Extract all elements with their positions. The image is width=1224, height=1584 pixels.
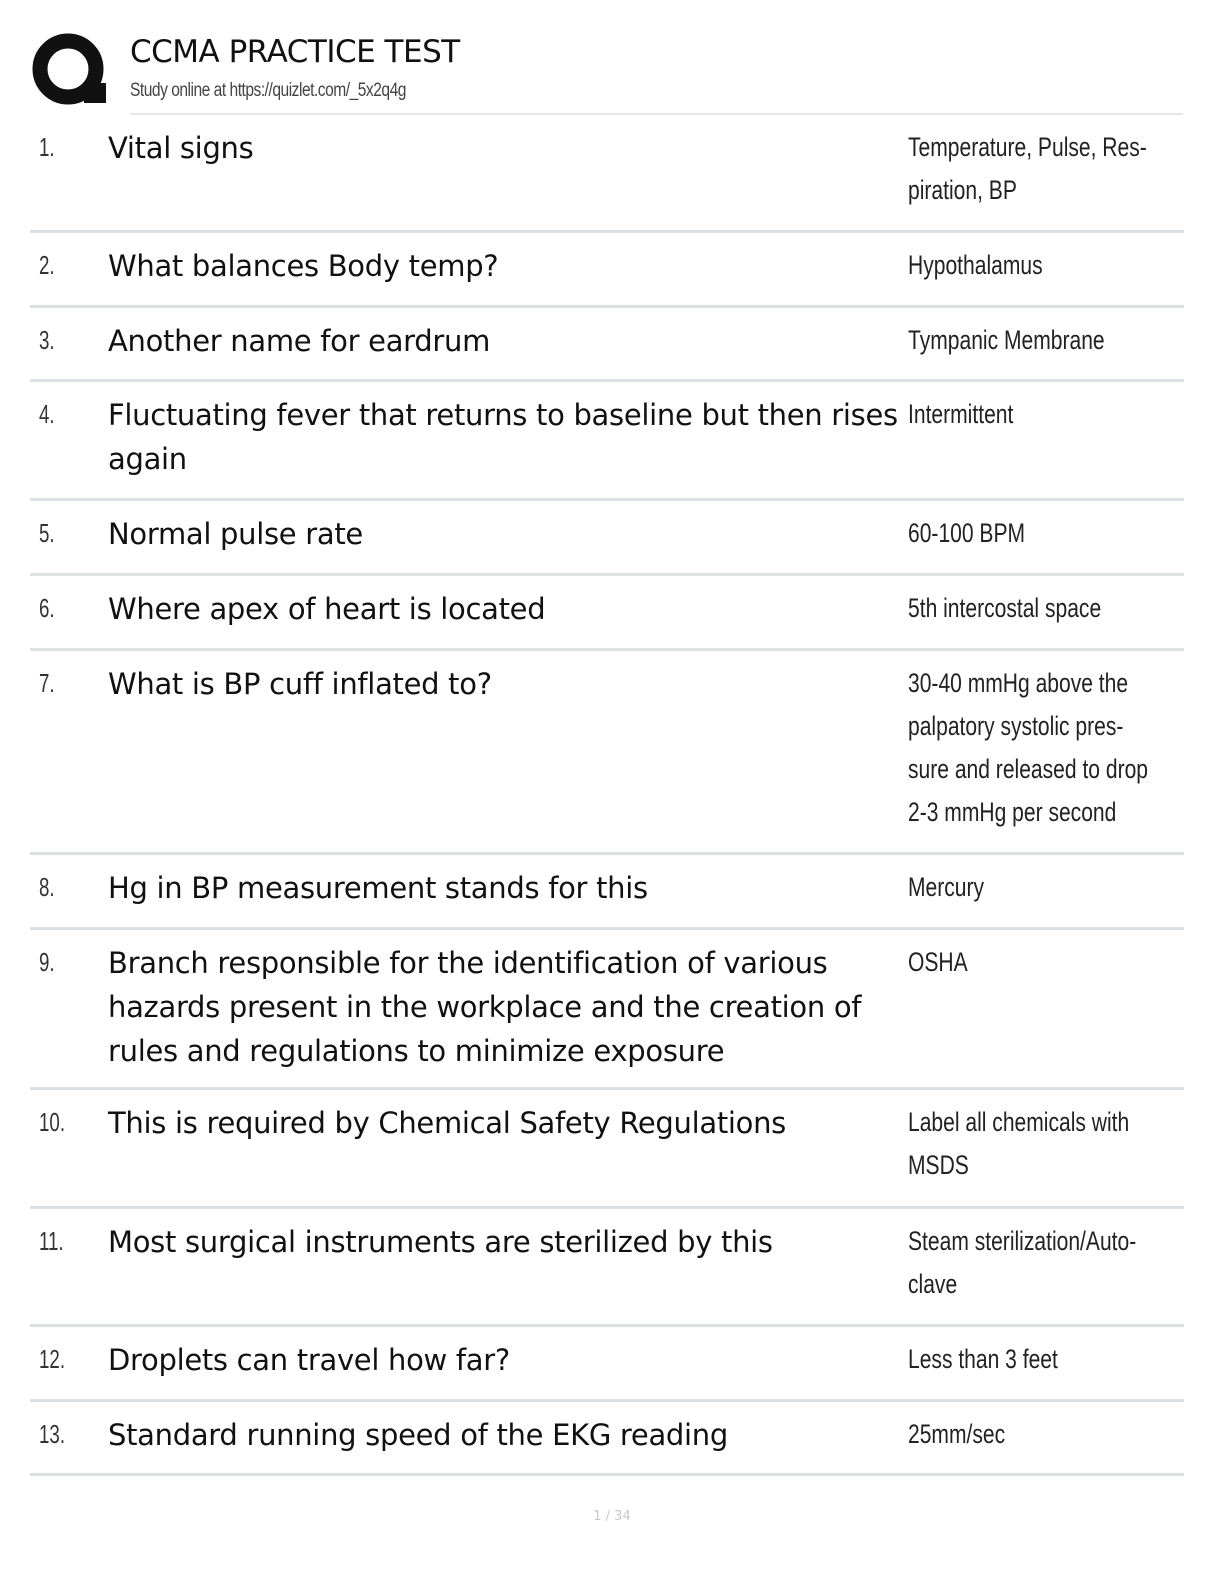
page-number: 1 / 34: [593, 1509, 631, 1524]
item-term: Branch responsible for the identification of various hazards present in the workplace and the creation of rules and regulations to minimize exposure: [108, 946, 862, 1068]
item-term: What balances Body temp?: [108, 249, 499, 283]
item-number: 8.: [39, 872, 55, 902]
item-definition: 5th intercostal space: [908, 593, 1102, 623]
item-term: What is BP cuff inflated to?: [108, 667, 492, 701]
item-definition: Mercury: [908, 872, 985, 902]
item-definition: Steam sterilization/Auto- clave: [908, 1226, 1137, 1299]
item-definition: 25mm/sec: [908, 1419, 1006, 1449]
item-number: 6.: [39, 593, 55, 623]
item-term: Vital signs: [108, 131, 254, 165]
item-definition: Less than 3 feet: [908, 1344, 1058, 1374]
item-number: 10.: [39, 1107, 66, 1137]
item-number: 2.: [39, 250, 55, 280]
flashcard-row: [30, 1090, 1184, 1209]
item-number: 4.: [39, 399, 55, 429]
item-term: Standard running speed of the EKG reading: [108, 1418, 728, 1452]
flashcard-row: [30, 1327, 1184, 1402]
item-definition: Label all chemicals with MSDS: [908, 1107, 1130, 1180]
item-number: 1.: [39, 132, 55, 162]
flashcard-row: [30, 308, 1184, 382]
item-number: 11.: [39, 1226, 64, 1256]
item-definition: 60-100 BPM: [908, 518, 1026, 548]
study-online-link[interactable]: Study online at https://quizlet.com/_5x2q4g: [130, 80, 406, 101]
item-term: Most surgical instruments are sterilized by this: [108, 1225, 773, 1259]
item-term: Droplets can travel how far?: [108, 1343, 510, 1377]
item-definition: Temperature, Pulse, Res- piration, BP: [908, 132, 1147, 205]
flashcard-list: [30, 115, 1184, 1476]
item-number: 13.: [39, 1419, 66, 1449]
flashcard-row: [30, 930, 1184, 1090]
item-definition: 30-40 mmHg above the palpatory systolic pres- sure and released to drop 2-3 mmHg per second: [908, 668, 1149, 827]
item-definition: Hypothalamus: [908, 250, 1043, 280]
flashcard-row: [30, 501, 1184, 576]
item-definition: Intermittent: [908, 399, 1014, 429]
item-number: 12.: [39, 1344, 66, 1374]
item-number: 9.: [39, 947, 55, 977]
item-term: Hg in BP measurement stands for this: [108, 871, 648, 905]
item-term: Another name for eardrum: [108, 324, 491, 358]
item-term: This is required by Chemical Safety Regulations: [108, 1106, 786, 1140]
item-term: Where apex of heart is located: [108, 592, 546, 626]
flashcard-row: [30, 1402, 1184, 1476]
item-number: 5.: [39, 518, 55, 548]
item-number: 7.: [39, 668, 55, 698]
flashcard-row: [30, 855, 1184, 930]
page-title: CCMA PRACTICE TEST: [130, 34, 460, 70]
item-definition: OSHA: [908, 947, 968, 977]
flashcard-row: [30, 1209, 1184, 1327]
flashcard-row: [30, 651, 1184, 855]
flashcard-row: [30, 382, 1184, 501]
item-term: Normal pulse rate: [108, 517, 363, 551]
item-definition: Tympanic Membrane: [908, 325, 1105, 355]
flashcard-row: [30, 576, 1184, 651]
flashcard-row: [30, 115, 1184, 233]
item-number: 3.: [39, 325, 55, 355]
item-term: Fluctuating fever that returns to baseline but then rises again: [108, 398, 898, 476]
flashcard-row: [30, 233, 1184, 308]
quizlet-logo-icon: [32, 33, 108, 107]
